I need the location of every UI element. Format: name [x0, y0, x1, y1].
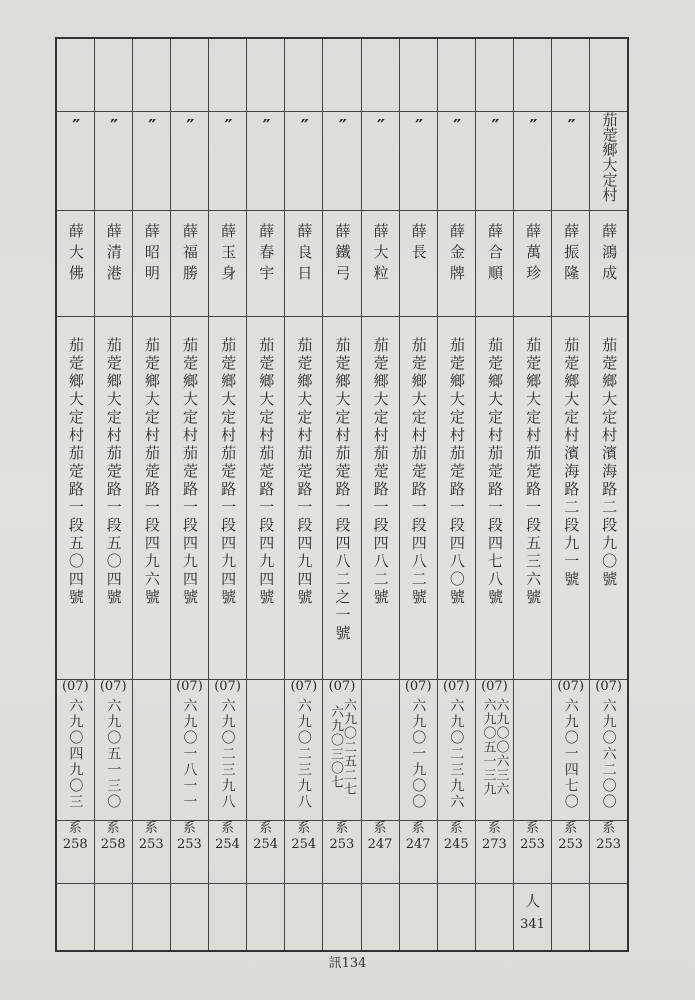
person-name: 薛鴻成 [600, 223, 619, 286]
cell-name [94, 211, 132, 317]
cell-area [132, 112, 170, 211]
cell-extra [56, 884, 94, 952]
person-name: 薛振隆 [562, 223, 581, 286]
phone-number: 六九〇一四七〇 [562, 698, 579, 810]
lineage-mark: 系 [449, 821, 463, 836]
lineage-mark: 系 [373, 821, 387, 836]
cell-phone [247, 680, 285, 821]
cell-area [514, 112, 552, 211]
cell-code [132, 821, 170, 884]
lineage-mark: 系 [106, 821, 120, 836]
cell-area [590, 112, 628, 211]
lineage-number: 253 [520, 837, 545, 852]
lineage-mark: 系 [182, 821, 196, 836]
cell-phone [475, 680, 513, 821]
cell-code [514, 821, 552, 884]
phone-number: 六九〇二三九八 [295, 698, 312, 810]
cell-address [209, 317, 247, 680]
phone-area-code: (07) [328, 679, 356, 694]
cell-extra [247, 884, 285, 952]
cell-address [170, 317, 208, 680]
phone-area-code: (07) [176, 679, 203, 694]
row-code [56, 821, 628, 884]
cell-code [323, 821, 361, 884]
cell-name [437, 211, 475, 317]
cell-address [323, 317, 361, 680]
phone-area-code: (07) [214, 679, 241, 694]
person-name: 薛萬珍 [524, 223, 543, 286]
cell-blank [399, 38, 437, 112]
cell-name [323, 211, 361, 317]
address-text: 茄萣鄉大定村茄萣路一段四九六號 [142, 337, 161, 607]
cell-extra [399, 884, 437, 952]
cell-blank [552, 38, 590, 112]
phone-area-code: (07) [404, 679, 432, 694]
address-text: 茄萣鄉大定村濱海路二段九一號 [562, 337, 581, 589]
cell-phone [323, 680, 361, 821]
cell-address [552, 317, 590, 680]
person-name: 薛昭明 [142, 223, 161, 286]
person-name: 薛清港 [104, 223, 123, 286]
person-name: 薛良日 [295, 223, 314, 286]
cell-address [590, 317, 628, 680]
cell-area [475, 112, 513, 211]
lineage-number: 247 [405, 837, 431, 852]
cell-phone [361, 680, 399, 821]
address-text: 茄萣鄉大定村茄萣路一段四九四號 [219, 337, 238, 607]
phone-number: 六九〇〇六三六 [493, 698, 509, 796]
cell-blank [361, 38, 399, 112]
lineage-mark: 系 [259, 821, 273, 836]
area-label: ″ [338, 116, 345, 137]
cell-address [475, 317, 513, 680]
cell-phone [437, 680, 475, 821]
cell-name [552, 211, 590, 317]
address-text: 茄萣鄉大定村茄萣路一段四七八號 [485, 337, 504, 607]
address-text: 茄萣鄉大定村茄萣路一段四九四號 [295, 337, 314, 607]
cell-extra [285, 884, 323, 952]
lineage-number: 253 [329, 837, 355, 852]
lineage-number: 258 [62, 837, 88, 852]
person-name: 薛大粒 [371, 223, 390, 286]
cell-phone [170, 680, 208, 821]
lineage-mark: 系 [526, 821, 540, 836]
cell-code [361, 821, 399, 884]
cell-name [361, 211, 399, 317]
phone-area-code: (07) [61, 679, 89, 694]
lineage-mark: 系 [335, 821, 349, 836]
address-text: 茄萣鄉大定村茄萣路一段四八二號 [371, 337, 390, 607]
lineage-number: 253 [596, 837, 622, 852]
cell-blank [209, 38, 247, 112]
person-name: 薛鐵弓 [333, 223, 352, 286]
area-label: ″ [529, 116, 536, 137]
phone-area-code: (07) [442, 679, 470, 694]
area-label: ″ [110, 116, 117, 137]
cell-code [209, 821, 247, 884]
cell-name [247, 211, 285, 317]
cell-extra [437, 884, 475, 952]
area-label: ″ [300, 116, 307, 137]
phone-area-code: (07) [595, 679, 622, 694]
row-extra [56, 884, 628, 952]
area-label: ″ [148, 116, 155, 137]
cell-blank [170, 38, 208, 112]
cell-extra [552, 884, 590, 952]
cell-blank [475, 38, 513, 112]
phone-number: 六九〇二三九八 [219, 698, 236, 810]
cell-area [209, 112, 247, 211]
area-label: ″ [415, 116, 422, 137]
cell-phone [514, 680, 552, 821]
cell-area [552, 112, 590, 211]
cell-name [56, 211, 94, 317]
person-name: 薛福勝 [180, 223, 199, 286]
lineage-number: 253 [177, 837, 202, 852]
row-phone [56, 680, 628, 821]
row-name [56, 211, 628, 317]
lineage-mark: 系 [68, 821, 82, 836]
phone-numbers [323, 698, 360, 796]
lineage-number: 254 [253, 837, 279, 852]
cell-address [437, 317, 475, 680]
lineage-mark: 系 [221, 821, 235, 836]
area-label: ″ [224, 116, 231, 137]
phone-number: 六九〇六二〇〇 [600, 698, 617, 810]
cell-phone [285, 680, 323, 821]
cell-code [399, 821, 437, 884]
cell-phone [209, 680, 247, 821]
cell-area [437, 112, 475, 211]
cell-phone [94, 680, 132, 821]
cell-area [361, 112, 399, 211]
cell-extra [514, 884, 552, 952]
extra-number: 341 [520, 917, 545, 932]
person-name: 薛合順 [485, 223, 504, 286]
lineage-mark: 系 [144, 821, 158, 836]
cell-area [247, 112, 285, 211]
row-address [56, 317, 628, 680]
cell-name [285, 211, 323, 317]
cell-blank [247, 38, 285, 112]
cell-extra [94, 884, 132, 952]
cell-phone [590, 680, 628, 821]
phone-area-code: (07) [481, 679, 508, 694]
person-name: 薛玉身 [219, 223, 238, 286]
lineage-number: 247 [367, 837, 393, 852]
person-name: 薛金牌 [447, 223, 466, 286]
phone-numbers [476, 698, 513, 796]
phone-number: 六九〇一八一一 [181, 698, 198, 810]
cell-name [399, 211, 437, 317]
cell-name [514, 211, 552, 317]
row-area [56, 112, 628, 211]
area-label: 茄萣鄉大定村 [600, 112, 619, 202]
area-label: ″ [567, 116, 574, 137]
cell-code [475, 821, 513, 884]
cell-extra [590, 884, 628, 952]
cell-address [56, 317, 94, 680]
person-name: 薛長 [409, 223, 428, 265]
cell-name [170, 211, 208, 317]
cell-extra [209, 884, 247, 952]
area-label: ″ [491, 116, 498, 137]
cell-extra [475, 884, 513, 952]
cell-area [399, 112, 437, 211]
cell-address [514, 317, 552, 680]
lineage-number: 258 [100, 837, 126, 852]
cell-phone [552, 680, 590, 821]
cell-phone [56, 680, 94, 821]
cell-blank [437, 38, 475, 112]
phone-number: 六九〇四九〇三 [67, 698, 84, 810]
cell-extra [323, 884, 361, 952]
person-name: 薛大佛 [66, 223, 85, 286]
lineage-number: 245 [443, 837, 469, 852]
address-text: 茄萣鄉大定村茄萣路一段五〇四號 [66, 337, 85, 607]
lineage-number: 253 [558, 837, 584, 852]
page-number: 訊134 [328, 956, 367, 971]
lineage-number: 273 [482, 837, 507, 852]
cell-code [590, 821, 628, 884]
phone-number: 六九〇五一三〇 [105, 698, 122, 810]
address-text: 茄萣鄉大定村茄萣路一段四九四號 [257, 337, 276, 607]
cell-name [590, 211, 628, 317]
phone-number: 六九〇二三九六 [448, 698, 465, 810]
cell-blank [590, 38, 628, 112]
lineage-mark: 系 [487, 821, 501, 836]
phone-number: 六九〇三〇七 [327, 705, 343, 789]
extra-mark: 人 [525, 892, 541, 910]
lineage-mark: 系 [411, 821, 425, 836]
cell-code [170, 821, 208, 884]
row-blank [56, 38, 628, 112]
area-label: ″ [377, 116, 384, 137]
cell-address [285, 317, 323, 680]
address-text: 茄萣鄉大定村茄萣路一段四八二號 [409, 337, 428, 607]
cell-blank [514, 38, 552, 112]
phone-area-code: (07) [290, 679, 318, 694]
address-text: 茄萣鄉大定村茄萣路一段四九四號 [180, 337, 199, 607]
lineage-number: 254 [215, 837, 240, 852]
cell-name [132, 211, 170, 317]
cell-name [209, 211, 247, 317]
area-label: ″ [72, 116, 79, 137]
address-text: 茄萣鄉大定村茄萣路一段五三六號 [524, 337, 543, 607]
cell-area [285, 112, 323, 211]
phone-area-code: (07) [557, 679, 585, 694]
lineage-mark: 系 [297, 821, 311, 836]
cell-phone [132, 680, 170, 821]
phone-number: 六九〇二五二七 [340, 698, 356, 796]
cell-code [247, 821, 285, 884]
address-text: 茄萣鄉大定村茄萣路一段四八〇號 [447, 337, 466, 607]
phone-number: 六九〇五一三九 [480, 698, 496, 796]
directory-table [55, 37, 629, 952]
area-label: ″ [186, 116, 193, 137]
cell-code [437, 821, 475, 884]
cell-address [399, 317, 437, 680]
cell-address [132, 317, 170, 680]
area-label: ″ [262, 116, 269, 137]
cell-name [475, 211, 513, 317]
cell-code [552, 821, 590, 884]
phone-area-code: (07) [99, 679, 127, 694]
cell-area [94, 112, 132, 211]
cell-extra [361, 884, 399, 952]
cell-address [247, 317, 285, 680]
cell-code [56, 821, 94, 884]
cell-blank [94, 38, 132, 112]
address-text: 茄萣鄉大定村濱海路二段九〇號 [600, 337, 619, 589]
cell-area [323, 112, 361, 211]
cell-address [361, 317, 399, 680]
cell-blank [323, 38, 361, 112]
cell-area [56, 112, 94, 211]
lineage-mark: 系 [602, 821, 616, 836]
cell-area [170, 112, 208, 211]
address-text: 茄萣鄉大定村茄萣路一段四八二之一號 [333, 337, 352, 643]
cell-blank [132, 38, 170, 112]
lineage-number: 253 [138, 837, 164, 852]
cell-code [94, 821, 132, 884]
cell-extra [170, 884, 208, 952]
cell-phone [399, 680, 437, 821]
cell-code [285, 821, 323, 884]
cell-address [94, 317, 132, 680]
address-text: 茄萣鄉大定村茄萣路一段五〇四號 [104, 337, 123, 607]
phone-number: 六九〇一九〇〇 [410, 698, 427, 810]
person-name: 薛春宇 [257, 223, 276, 286]
lineage-number: 254 [291, 837, 317, 852]
cell-extra [132, 884, 170, 952]
cell-blank [56, 38, 94, 112]
area-label: ″ [453, 116, 460, 137]
cell-blank [285, 38, 323, 112]
lineage-mark: 系 [564, 821, 578, 836]
